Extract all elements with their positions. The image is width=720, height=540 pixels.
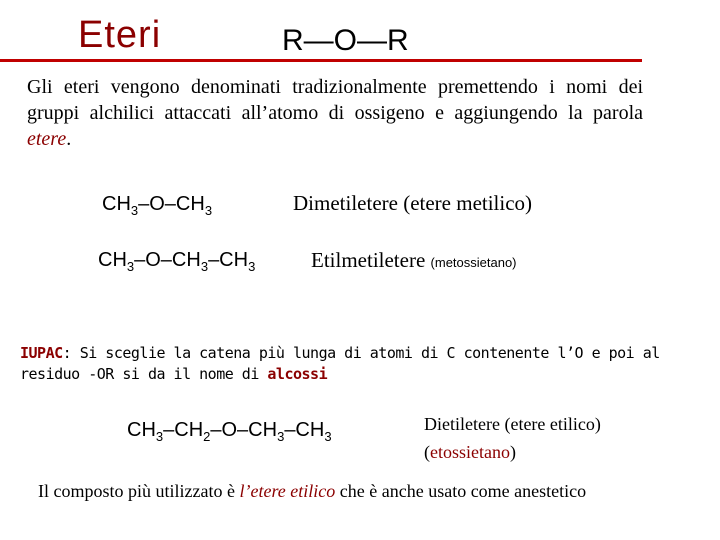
iupac-text: : Si sceglie la catena più lunga di atomi di C contenente l’O e poi al residuo -OR si da il nome di (20, 344, 660, 383)
intro-keyword: etere (27, 128, 67, 150)
iupac-keyword: alcossi (267, 365, 328, 383)
diethyl-ether-formula: $CH_3-CH_2-O-CH_3-CH_3$ (127, 419, 332, 444)
intro-text: Gli eteri vengono denominati tradizionalmente premettendo i nomi dei gruppi alchilici attaccati all’atomo di ossigeno e aggiungendo la parola (27, 76, 643, 124)
ethylmethyl-ether-formula: $CH_3-O-CH_3-CH_3$ (98, 249, 256, 274)
intro-paragraph (27, 74, 643, 152)
footer-before: Il composto più utilizzato è (38, 481, 240, 501)
dimethyl-ether-formula: $CH_3-O-CH_3$ (102, 193, 213, 218)
diethyl-ether-names (424, 410, 601, 466)
title-divider (0, 59, 642, 62)
general-ether-formula: R—O—R (282, 24, 409, 57)
intro-period: . (66, 128, 72, 150)
iupac-rule (20, 343, 680, 385)
page-title: Eteri (78, 14, 162, 56)
dimethyl-ether-name: Dimetiletere (etere metilico) (293, 191, 533, 215)
ethylmethyl-alt-name: (metossietano) (430, 255, 517, 270)
diethyl-alt-name: etossietano (430, 442, 510, 462)
ethylmethyl-name-text: Etilmetiletere (311, 248, 426, 272)
footer-after: che è anche usato come anestetico (335, 481, 587, 501)
footer-emphasis: l’etere etilico (239, 481, 336, 501)
footer-note (38, 481, 586, 502)
diethyl-ether-iupac-name: (etossietano) (424, 442, 516, 462)
diethyl-ether-name: Dietiletere (etere etilico) (424, 414, 601, 434)
ethylmethyl-ether-name (311, 248, 517, 273)
iupac-label: IUPAC (20, 344, 63, 362)
